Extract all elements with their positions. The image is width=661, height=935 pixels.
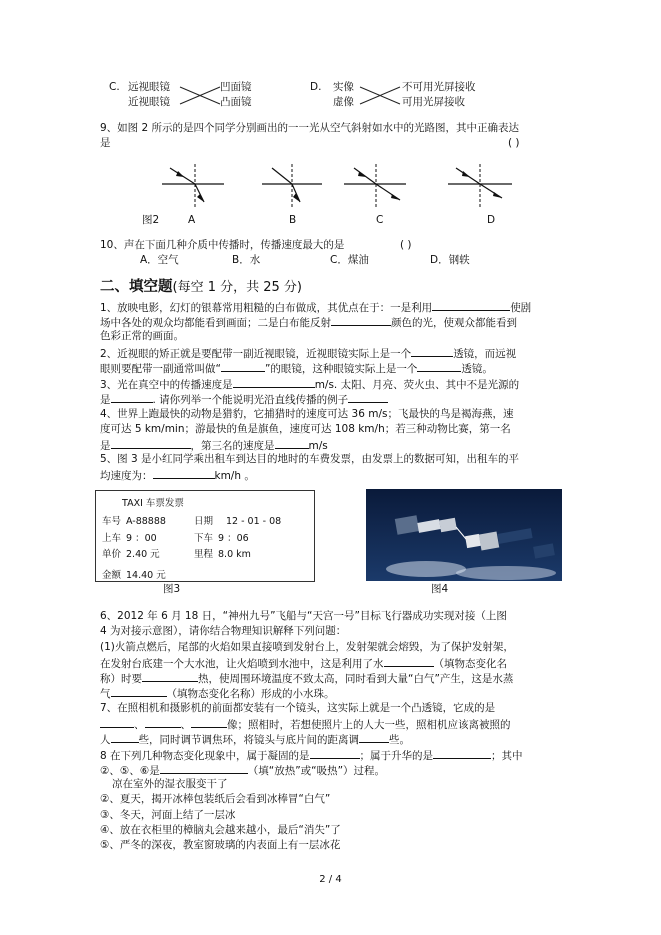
receipt-label-date: 日期 bbox=[194, 516, 214, 527]
q3-line2 bbox=[100, 391, 388, 407]
matching-cross-lines-d bbox=[358, 82, 402, 110]
receipt-value-car-no: A-88888 bbox=[126, 516, 166, 527]
q9-stem-line1: 9、如图 2 所示的是四个同学分别画出的一一光从空气斜射如水中的光路图，其中正确表达 bbox=[100, 122, 520, 134]
q8-line1 bbox=[100, 747, 523, 763]
q9-option-b-label: B bbox=[289, 214, 297, 226]
option-d-left-1: 实像 bbox=[333, 81, 354, 93]
q8-item-4: ④、放在衣柜里的樟脑丸会越来越小，最后“消失”了 bbox=[100, 824, 341, 836]
q7-line3 bbox=[100, 731, 410, 747]
q7-blank-4[interactable] bbox=[111, 731, 139, 743]
q6-text-b: （填物态变化名 bbox=[433, 658, 507, 670]
q3-line1 bbox=[100, 376, 519, 392]
q4-text-b: 是 bbox=[100, 440, 111, 452]
q2-text-c: 眼则要配带一副通常叫做“ bbox=[100, 363, 221, 375]
q2-blank-2[interactable] bbox=[221, 360, 265, 372]
q7-text-a: 、 bbox=[134, 719, 145, 731]
q5-text-a: 均速度为： bbox=[100, 470, 153, 482]
figure-4-caption: 图4 bbox=[431, 583, 449, 595]
q10-answer-paren: ( ) bbox=[400, 239, 412, 251]
q7-text-e: 些，同时调节调焦环，将镜头与底片间的距离调 bbox=[138, 734, 359, 746]
q2-text-a: 2、近视眼的矫正就是要配带一副近视眼镜，近视眼镜实际上是一个 bbox=[100, 348, 412, 360]
section-2-heading bbox=[100, 275, 302, 296]
q7-blank-5[interactable] bbox=[359, 731, 389, 743]
q7-text-c: 像；照相时，若想使照片上的人大一些，照相机应该离被照的 bbox=[227, 719, 511, 731]
q3-blank-2[interactable] bbox=[111, 391, 153, 403]
q4-blank-1[interactable] bbox=[111, 437, 191, 449]
q1-text-c: 场中各处的观众均都能看到画面；二是白布能反射 bbox=[100, 317, 331, 329]
option-d-right-2: 可用光屏接收 bbox=[402, 96, 465, 108]
receipt-label-amount: 金额 bbox=[102, 570, 122, 581]
taxi-receipt bbox=[95, 490, 315, 582]
q1-text-d: 颜色的光，使观众都能看到 bbox=[391, 317, 517, 329]
q2-blank-1[interactable] bbox=[411, 345, 453, 357]
receipt-label-price: 单价 bbox=[102, 549, 122, 560]
q8-item-2: ②、夏天，揭开冰棒包装纸后会看到冰棒冒“白气” bbox=[100, 793, 331, 805]
q2-text-e: 透镜。 bbox=[461, 363, 493, 375]
q1-line2 bbox=[100, 314, 517, 330]
q8-text-a: 8 在下列几种物态变化现象中，属于凝固的是 bbox=[100, 750, 310, 762]
q6-text-d: 热，使周围环境温度不致太高，同时看到大量“白气”产生，这是水蒸 bbox=[198, 673, 514, 685]
matching-cross-lines-c bbox=[178, 82, 222, 110]
q1-text-a: 1、放映电影，幻灯的银幕常用粗糙的白布做成，其优点在于：一是利用 bbox=[100, 302, 433, 314]
q1-blank-2[interactable] bbox=[331, 314, 391, 326]
q8-item-3: ③、冬天，河面上结了一层冰 bbox=[100, 809, 236, 821]
q1-text-b: 使剧 bbox=[510, 302, 532, 314]
q5-text-b: km/h 。 bbox=[214, 470, 255, 482]
q7-line1: 7、在照相机和摄影机的前面都安装有一个镜头，这实际上就是一个凸透镜，它成的是 bbox=[100, 702, 496, 714]
q6-text-c: 称）时要 bbox=[100, 673, 142, 685]
q6-text-f: （填物态变化名称）形成的小水珠。 bbox=[166, 688, 335, 700]
receipt-value-mileage: 8.0 km bbox=[218, 549, 251, 560]
q2-text-d: ”的眼镜，这种眼镜实际上是一个 bbox=[264, 363, 418, 375]
q6-line4 bbox=[100, 655, 507, 671]
q9-option-c-label: C bbox=[376, 214, 384, 226]
q5-blank-1[interactable] bbox=[153, 467, 215, 479]
q8-item-1: 凉在室外的湿衣服变干了 bbox=[112, 778, 228, 790]
figure-4-docking-image bbox=[366, 489, 562, 581]
q4-line1: 4、世界上跑最快的动物是猎豹，它捕猎时的速度可达 36 m/s；飞最快的鸟是褐海燕，速 bbox=[100, 408, 514, 420]
q8-blank-2[interactable] bbox=[433, 747, 491, 759]
q6-line2: 4 为对接示意图），请你结合物理知识解释下列问题： bbox=[100, 625, 347, 637]
q4-blank-2[interactable] bbox=[275, 437, 309, 449]
q8-text-d: ②、⑤、⑥是 bbox=[100, 765, 160, 777]
q4-line2 bbox=[100, 422, 511, 436]
q7-text-b: 、 bbox=[180, 719, 191, 731]
q6-text-e: 气 bbox=[100, 688, 111, 700]
q9-stem-line2: 是 bbox=[100, 137, 111, 149]
q7-blank-2[interactable] bbox=[145, 716, 181, 728]
page-number: 2 / 4 bbox=[319, 874, 342, 885]
q7-text-d: 人 bbox=[100, 734, 111, 746]
q8-blank-1[interactable] bbox=[310, 747, 360, 759]
q4-text-a: 度可达 5 km/min；游最快的鱼是旗鱼，速度可达 108 km/h；若三种动物比赛，第一名 bbox=[100, 423, 511, 435]
receipt-title: TAXI 车票发票 bbox=[122, 498, 184, 509]
receipt-value-amount: 14.40 元 bbox=[126, 570, 166, 581]
q8-item-5: ⑤、严冬的深夜，教室窗玻璃的内表面上有一层冰花 bbox=[100, 839, 341, 851]
q4-text-c: ，第三名的速度是 bbox=[190, 440, 275, 452]
q7-text-f: 些。 bbox=[389, 734, 410, 746]
q10-option-a: A．空气 bbox=[140, 254, 179, 266]
receipt-value-date: 12 - 01 - 08 bbox=[226, 516, 282, 527]
receipt-label-board: 上车 bbox=[102, 533, 122, 544]
receipt-value-price: 2.40 元 bbox=[126, 549, 160, 560]
receipt-label-car-no: 车号 bbox=[102, 516, 122, 527]
q5-line1: 5、图 3 是小红同学乘出租车到达目的地时的车费发票，由发票上的数据可知，出租车的平 bbox=[100, 453, 520, 465]
q6-text-a: 在发射台底建一个大水池，让火焰喷到水池中，这是利用了水 bbox=[100, 658, 384, 670]
q10-stem: 10、声在下面几种介质中传播时，传播速度最大的是 bbox=[100, 239, 345, 251]
receipt-label-alight: 下车 bbox=[194, 533, 214, 544]
q10-option-c: C．煤油 bbox=[330, 254, 369, 266]
option-c-label: C. bbox=[109, 81, 120, 93]
q8-blank-3[interactable] bbox=[160, 762, 248, 774]
q6-line1: 6、2012 年 6 月 18 日，“神州九号”飞船与“天宫一号”目标飞行器成功实现对接（上图 bbox=[100, 610, 507, 622]
q9-answer-paren: ( ) bbox=[508, 137, 520, 149]
section-2-subtitle: (每空 1 分，共 25 分) bbox=[172, 280, 302, 295]
option-d-label: D. bbox=[310, 81, 322, 93]
q1-line3: 色彩正常的画面。 bbox=[100, 330, 184, 342]
q2-line1 bbox=[100, 345, 516, 361]
light-path-option-d bbox=[448, 164, 512, 208]
q9-option-d-label: D bbox=[487, 214, 496, 226]
option-c-right-2: 凸面镜 bbox=[220, 96, 252, 108]
receipt-label-mileage: 里程 bbox=[194, 549, 214, 560]
option-c-left-2: 近视眼镜 bbox=[128, 96, 170, 108]
light-path-option-a bbox=[162, 164, 224, 208]
q3-text-d: . 请你列举一个能说明光沿直线传播的例子 bbox=[152, 394, 349, 406]
light-path-option-c bbox=[344, 164, 406, 208]
q7-line2 bbox=[100, 716, 511, 732]
q6-line3: (1)火箭点燃后，尾部的火焰如果直接喷到发射台上，发射架就会熔毁，为了保护发射架， bbox=[100, 641, 514, 653]
q6-blank-3[interactable] bbox=[111, 685, 167, 697]
q3-text-c: 是 bbox=[100, 394, 111, 406]
option-d-left-2: 虚像 bbox=[333, 96, 354, 108]
q8-line2 bbox=[100, 762, 385, 778]
option-c-left-1: 远视眼镜 bbox=[128, 81, 170, 93]
light-path-option-b bbox=[262, 164, 322, 208]
q6-blank-2[interactable] bbox=[142, 670, 198, 682]
q8-text-b: ；属于升华的是 bbox=[359, 750, 434, 762]
option-c-right-1: 凹面镜 bbox=[220, 81, 252, 93]
q1-line1 bbox=[100, 299, 531, 315]
receipt-value-alight: 9 ：06 bbox=[218, 533, 249, 544]
receipt-value-board: 9 ：00 bbox=[126, 533, 157, 544]
figure-2-caption: 图2 bbox=[142, 214, 160, 226]
q10-option-b: B．水 bbox=[232, 254, 261, 266]
q2-line2 bbox=[100, 360, 493, 376]
figure-3-caption: 图3 bbox=[163, 583, 181, 595]
q8-text-c: ；其中 bbox=[491, 750, 523, 762]
q7-blank-1[interactable] bbox=[100, 716, 134, 728]
q2-blank-3[interactable] bbox=[417, 360, 461, 372]
option-d-right-1: 不可用光屏接收 bbox=[402, 81, 476, 93]
q3-blank-1[interactable] bbox=[233, 376, 315, 388]
q5-line2 bbox=[100, 467, 255, 483]
q6-line5 bbox=[100, 670, 513, 686]
q6-line6 bbox=[100, 685, 335, 701]
q2-text-b: 透镜，而远视 bbox=[453, 348, 517, 360]
q9-option-a-label: A bbox=[188, 214, 196, 226]
q6-blank-1[interactable] bbox=[384, 655, 434, 667]
q4-line3 bbox=[100, 437, 328, 453]
q4-text-d: m/s bbox=[308, 440, 328, 452]
q10-option-d: D．钢轶 bbox=[430, 254, 470, 266]
q3-text-b: m/s. 太阳、月亮、荧火虫、其中不是光源的 bbox=[314, 379, 520, 391]
section-2-title: 二、填空题 bbox=[100, 279, 173, 295]
q1-blank-1[interactable] bbox=[432, 299, 510, 311]
q7-blank-3[interactable] bbox=[191, 716, 227, 728]
q8-text-e: （填“放热”或“吸热”）过程。 bbox=[247, 765, 386, 777]
q3-text-a: 3、光在真空中的传播速度是 bbox=[100, 379, 233, 391]
q3-blank-3[interactable] bbox=[348, 391, 388, 403]
